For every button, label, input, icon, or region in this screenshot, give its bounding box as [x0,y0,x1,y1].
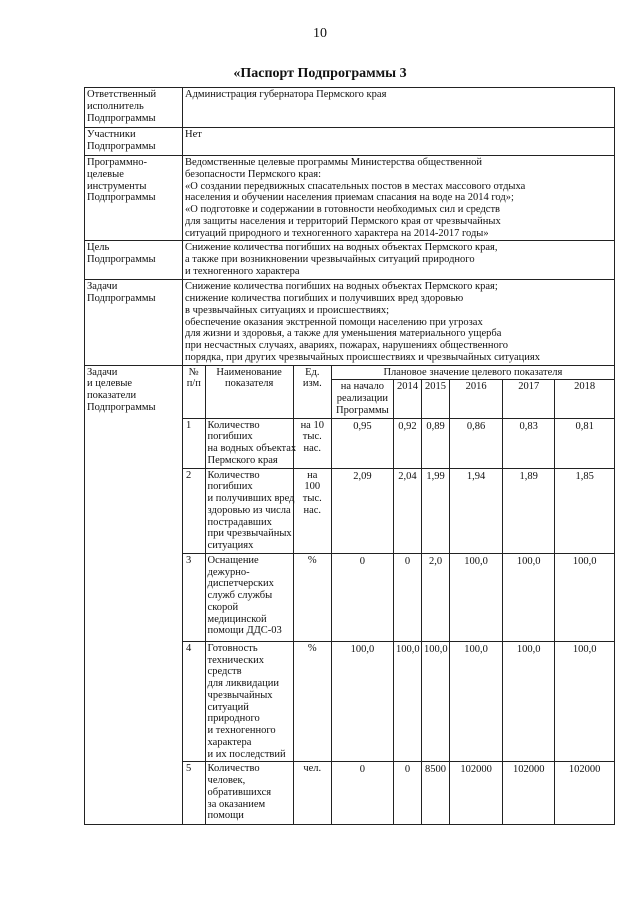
indicator-unit: % [293,641,331,762]
indicator-row-3 [183,553,614,641]
row-number: 3 [183,553,205,641]
row-label: Цель Подпрограммы [85,241,183,280]
value-2014: 0 [393,762,421,824]
indicator-unit: на 100 тыс. нас. [293,468,331,553]
value-2016: 102000 [450,762,503,824]
value-2016: 0,86 [450,418,503,468]
passport-row-tasks [85,280,615,365]
value-2015: 2,0 [421,553,449,641]
row-value: Нет [183,128,615,156]
value-program-start: 0 [331,762,393,824]
value-2017: 102000 [503,762,555,824]
header-year: 2017 [503,380,555,418]
row-number: 4 [183,641,205,762]
indicator-unit: % [293,553,331,641]
row-label: Участники Подпрограммы [85,128,183,156]
row-number: 1 [183,418,205,468]
value-2014: 2,04 [393,468,421,553]
value-2015: 1,99 [421,468,449,553]
value-2015: 100,0 [421,641,449,762]
header-year: 2018 [555,380,614,418]
row-number: 5 [183,762,205,824]
header-year: 2015 [421,380,449,418]
row-value: Администрация губернатора Пермского края [183,88,615,128]
value-2017: 0,83 [503,418,555,468]
row-value: Снижение количества погибших на водных объектах Пермского края; снижение количества погибших и получивших вред здоровью в чрезвычайных ситуациях и происшествиях; обеспечение оказания экстренной помощи населению при угрозах для жизни и здоровья, а также для уменьшения материального ущерба при несчастных случаях, авариях, пожарах, нарушениях общественного порядка, при других чрезвычайных происшествиях и чрезвычайных ситуациях [183,280,615,365]
value-program-start: 0,95 [331,418,393,468]
value-2014: 0 [393,553,421,641]
row-label: Ответственный исполнитель Подпрограммы [85,88,183,128]
value-2017: 100,0 [503,641,555,762]
indicator-row-4 [183,641,614,762]
value-2015: 8500 [421,762,449,824]
indicator-name: Количество человек, обратившихся за оказанием помощи [205,762,293,824]
value-2016: 100,0 [450,641,503,762]
passport-row-participants [85,128,615,156]
indicator-row-5 [183,762,614,824]
row-number: 2 [183,468,205,553]
row-value: Снижение количества погибших на водных объектах Пермского края, а также при возникновении чрезвычайных ситуаций природного и техногенного характера [183,241,615,280]
value-2018: 1,85 [555,468,614,553]
value-2015: 0,89 [421,418,449,468]
indicator-name: Количество погибших и получивших вред здоровью из числа пострадавших при чрезвычайных ситуациях [205,468,293,553]
value-2017: 1,89 [503,468,555,553]
value-2018: 102000 [555,762,614,824]
value-2016: 1,94 [450,468,503,553]
header-year: 2014 [393,380,421,418]
header-row-top [183,366,614,380]
target-indicators-table [183,366,614,824]
value-program-start: 0 [331,553,393,641]
row-label: Задачи и целевые показатели Подпрограммы [85,365,183,824]
value-2018: 0,81 [555,418,614,468]
passport-row-targets [85,365,615,824]
value-2018: 100,0 [555,553,614,641]
value-2014: 0,92 [393,418,421,468]
value-2016: 100,0 [450,553,503,641]
indicator-row-2 [183,468,614,553]
passport-row-instruments [85,156,615,241]
header-indicator-name: Наименование показателя [205,366,293,419]
row-label: Программно- целевые инструменты Подпрограммы [85,156,183,241]
value-2017: 100,0 [503,553,555,641]
document-title: «Паспорт Подпрограммы 3 [233,66,407,81]
header-number: № п/п [183,366,205,419]
row-value: Ведомственные целевые программы Министерства общественной безопасности Пермского края: «О создании передвижных спасательных постов в местах массового отдыха населения и обучении населения приемам спасания на воде на 2014 год»; «О подготовке и содержании в готовности необходимых сил и средств для защиты населения и территорий Пермского края от чрезвычайных ситуаций природного и техногенного характера на 2014-2017 годы» [183,156,615,241]
header-program-start: на начало реализации Программы [331,380,393,418]
targets-grid-cell [183,365,615,824]
value-program-start: 100,0 [331,641,393,762]
header-planned-value: Плановое значение целевого показателя [331,366,614,380]
passport-row-responsible [85,88,615,128]
passport-row-goal [85,241,615,280]
subprogram-passport-table [84,87,615,825]
indicator-unit: чел. [293,762,331,824]
indicator-unit: на 10 тыс. нас. [293,418,331,468]
value-program-start: 2,09 [331,468,393,553]
indicator-name: Количество погибших на водных объектах Пермского края [205,418,293,468]
page-number: 10 [313,26,327,41]
indicator-name: Готовность технических средств для ликвидации чрезвычайных ситуаций природного и техногенного характера и их последствий [205,641,293,762]
header-year: 2016 [450,380,503,418]
value-2018: 100,0 [555,641,614,762]
indicator-row-1 [183,418,614,468]
header-unit: Ед. изм. [293,366,331,419]
value-2014: 100,0 [393,641,421,762]
indicator-name: Оснащение дежурно- диспетчерских служб службы скорой медицинской помощи ДДС-03 [205,553,293,641]
row-label: Задачи Подпрограммы [85,280,183,365]
